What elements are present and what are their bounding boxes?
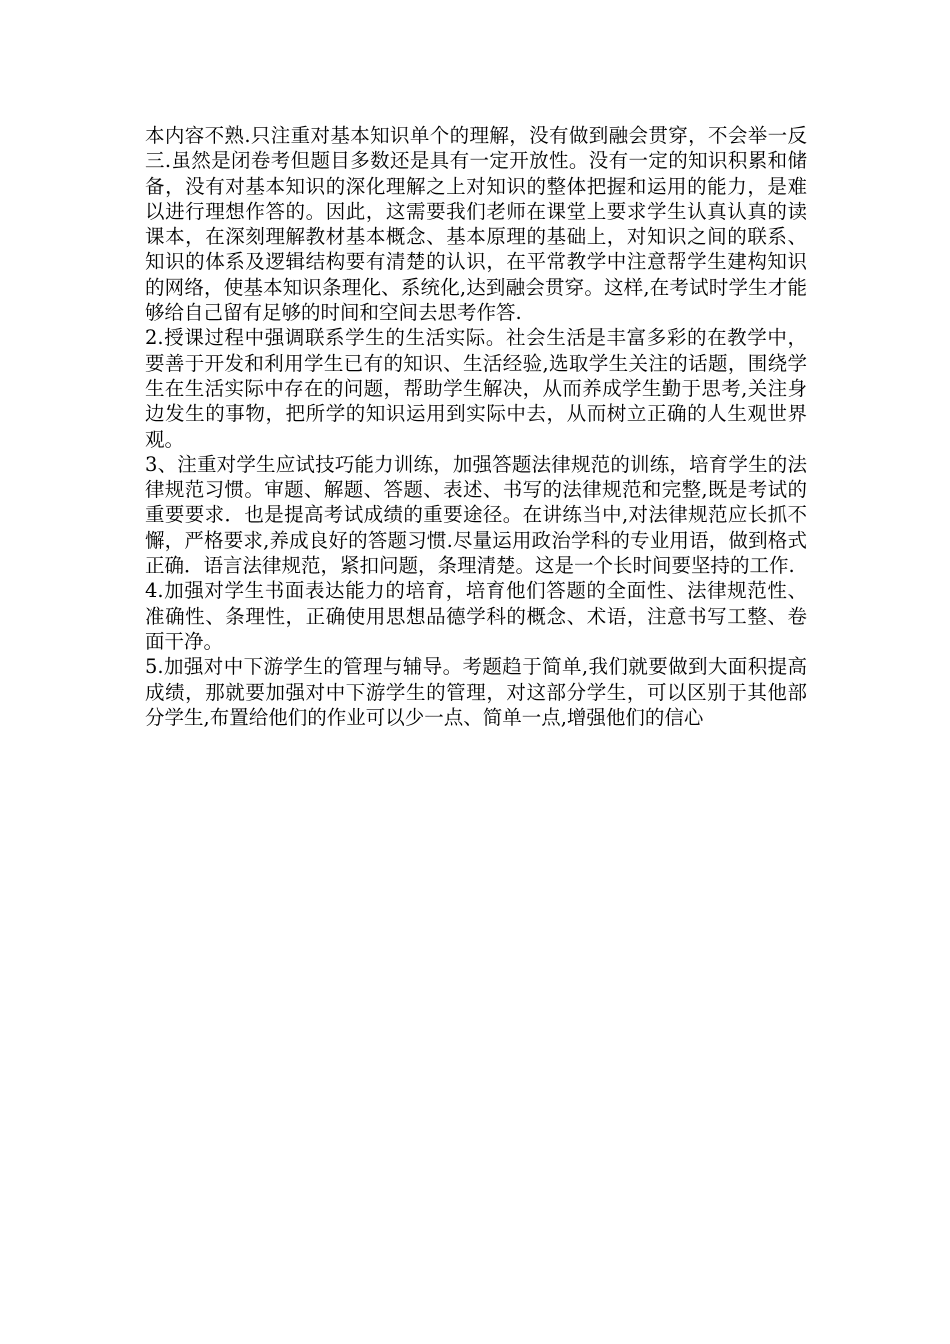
paragraph-continuation: 本内容不熟.只注重对基本知识单个的理解，没有做到融会贯穿，不会举一反三.虽然是闭卷考但题目多数还是具有一定开放性。没有一定的知识积累和储备，没有对基本知识的深化理解之上对知识的整体把握和运用的能力，是难以进行理想作答的。因此，这需要我们老师在课堂上要求学生认真认真的读课本，在深刻理解教材基本概念、基本原理的基础上，对知识之间的联系、知识的体系及逻辑结构要有清楚的认识，在平常教学中注意帮学生建构知识的网络，使基本知识条理化、系统化,达到融会贯穿。这样,在考试时学生才能够给自己留有足够的时间和空间去思考作答. [145, 124, 807, 325]
paragraph-item-5: 5.加强对中下游学生的管理与辅导。考题趋于简单,我们就要做到大面积提高成绩，那就要加强对中下游学生的管理，对这部分学生，可以区别于其他部分学生,布置给他们的作业可以少一点、简单一点,增强他们的信心 [145, 655, 807, 729]
paragraph-item-2: 2.授课过程中强调联系学生的生活实际。社会生活是丰富多彩的在教学中，要善于开发和利用学生已有的知识、生活经验,选取学生关注的话题，围绕学生在生活实际中存在的问题，帮助学生解决，从而养成学生勤于思考,关注身边发生的事物，把所学的知识运用到实际中去，从而树立正确的人生观世界观。 [145, 326, 807, 451]
document-body [145, 123, 807, 730]
paragraph-item-3: 3、注重对学生应试技巧能力训练，加强答题法律规范的训练，培育学生的法律规范习惯。审题、解题、答题、表述、书写的法律规范和完整,既是考试的重要要求．也是提高考试成绩的重要途径。在讲练当中,对法律规范应长抓不懈，严格要求,养成良好的答题习惯.尽量运用政治学科的专业用语，做到格式正确．语言法律规范，紧扣问题，条理清楚。这是一个长时间要坚持的工作. [145, 452, 807, 578]
paragraph-item-4: 4.加强对学生书面表达能力的培育，培育他们答题的全面性、法律规范性、准确性、条理性，正确使用思想品德学科的概念、术语，注意书写工整、卷面干净。 [145, 579, 807, 653]
